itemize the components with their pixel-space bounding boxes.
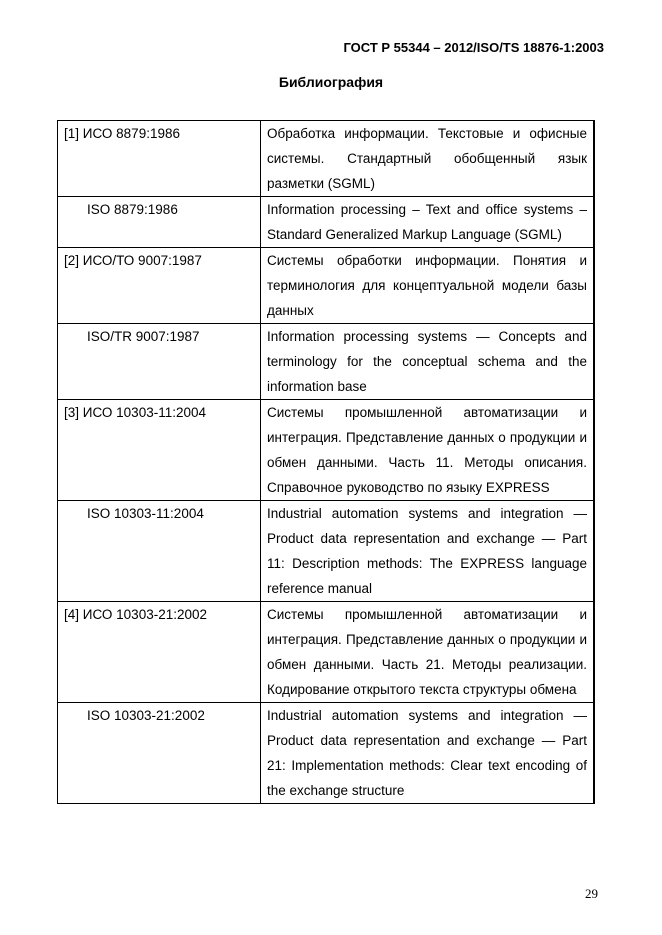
- reference-cell: [58, 400, 261, 501]
- table-row: [58, 400, 595, 501]
- reference-label: ISO 10303-21:2002: [87, 708, 205, 723]
- table-row: [58, 121, 595, 197]
- description-text: Information processing – Text and office systems – Standard Generalized Markup Language (SGML): [267, 202, 587, 242]
- table-row: [58, 501, 595, 602]
- reference-cell: [58, 602, 261, 703]
- reference-label: ISO/TR 9007:1987: [87, 329, 200, 344]
- reference-label: [2] ИСО/ТО 9007:1987: [64, 253, 202, 268]
- description-text: Системы промышленной автоматизации и интеграция. Представление данных о продукции и обмен данными. Часть 21. Методы реализации. Кодирование открытого текста структуры обмена: [267, 607, 587, 697]
- description-text: Information processing systems — Concepts and terminology for the conceptual schema and the information base: [267, 329, 587, 394]
- description-cell: [261, 121, 595, 197]
- description-text: Обработка информации. Текстовые и офисные системы. Стандартный обобщенный язык разметки (SGML): [267, 126, 587, 191]
- description-cell: [261, 248, 595, 324]
- table-row: [58, 703, 595, 804]
- description-text: Системы промышленной автоматизации и интеграция. Представление данных о продукции и обмен данными. Часть 11. Методы описания. Справочное руководство по языку EXPRESS: [267, 405, 587, 495]
- reference-cell: [58, 248, 261, 324]
- reference-label: ISO 8879:1986: [87, 202, 178, 217]
- table-row: [58, 324, 595, 400]
- reference-cell: [58, 324, 261, 400]
- description-cell: [261, 602, 595, 703]
- description-cell: [261, 400, 595, 501]
- description-cell: [261, 197, 595, 248]
- description-cell: [261, 324, 595, 400]
- description-text: Industrial automation systems and integration — Product data representation and exchange — Part 21: Implementation methods: Clear text encoding of the exchange structure: [267, 708, 587, 798]
- reference-label: [1] ИСО 8879:1986: [64, 126, 180, 141]
- bibliography-table: [57, 120, 595, 804]
- reference-label: [4] ИСО 10303-21:2002: [64, 607, 208, 622]
- table-row: [58, 197, 595, 248]
- description-text: Industrial automation systems and integration — Product data representation and exchange — Part 11: Description methods: The EXPRESS language reference manual: [267, 506, 587, 596]
- reference-cell: [58, 501, 261, 602]
- description-cell: [261, 501, 595, 602]
- page-number: 29: [585, 886, 598, 901]
- description-cell: [261, 703, 595, 804]
- table-row: [58, 602, 595, 703]
- reference-cell: [58, 703, 261, 804]
- description-text: Системы обработки информации. Понятия и терминология для концептуальной модели базы данных: [267, 253, 587, 318]
- reference-cell: [58, 121, 261, 197]
- reference-cell: [58, 197, 261, 248]
- reference-label: ISO 10303-11:2004: [87, 506, 204, 521]
- page-title: Библиография: [278, 74, 384, 90]
- reference-label: [3] ИСО 10303-11:2004: [64, 405, 207, 420]
- document-header: ГОСТ Р 55344 – 2012/ISO/TS 18876-1:2003: [343, 40, 604, 55]
- table-row: [58, 248, 595, 324]
